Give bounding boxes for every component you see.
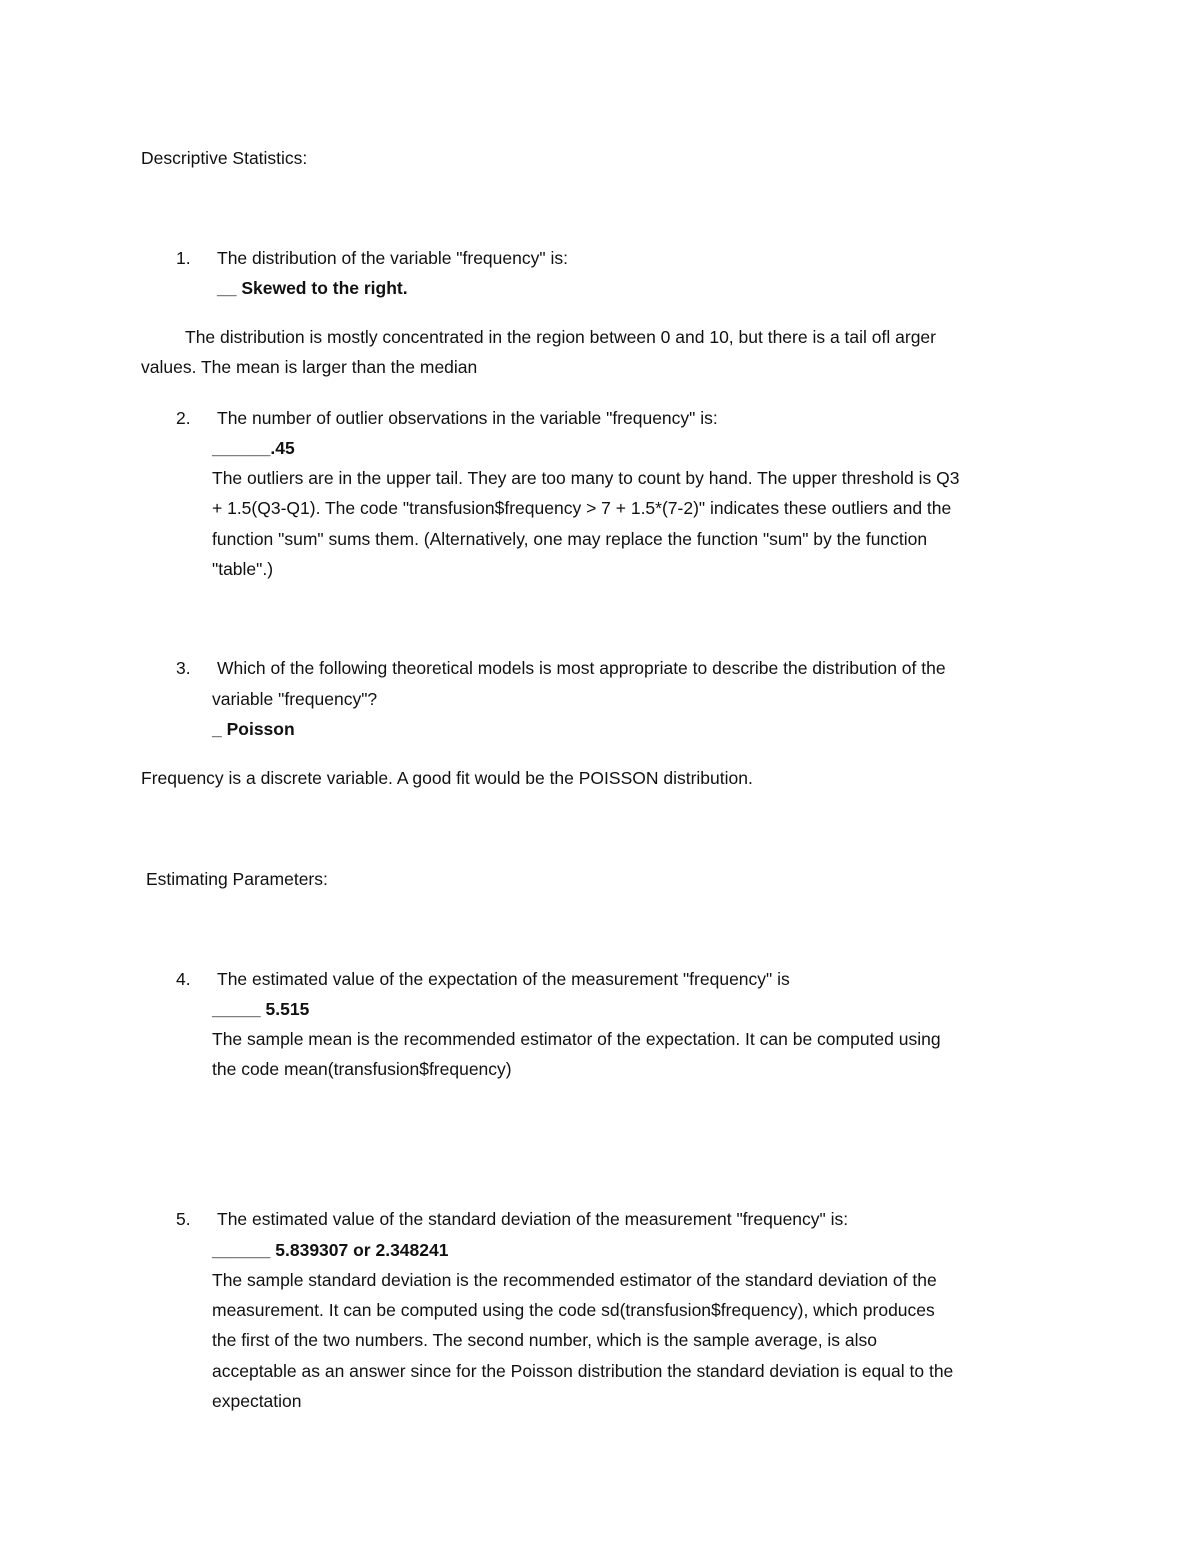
section-heading-descriptive-statistics: Descriptive Statistics:: [141, 148, 308, 168]
q3-answer: _ Poisson: [212, 719, 295, 739]
q2-explanation-line-2: + 1.5(Q3-Q1). The code "transfusion$frequency > 7 + 1.5*(7-2)" indicates these outliers and the: [212, 498, 952, 518]
q1-explanation-line-1: The distribution is mostly concentrated in the region between 0 and 10, but there is a tail ofl arger: [185, 327, 936, 347]
q1-answer: __ Skewed to the right.: [217, 278, 408, 298]
q5-explanation-line-2: measurement. It can be computed using the code sd(transfusion$frequency), which produces: [212, 1300, 935, 1320]
q1-question: The distribution of the variable "frequency" is:: [217, 248, 568, 268]
q2-number: 2.: [176, 408, 191, 428]
q3-question-line-2: variable "frequency"?: [212, 689, 378, 709]
q2-answer: ______.45: [212, 438, 295, 458]
q5-explanation-line-5: expectation: [212, 1391, 302, 1411]
q5-explanation-line-1: The sample standard deviation is the recommended estimator of the standard deviation of the: [212, 1270, 937, 1290]
q4-number: 4.: [176, 969, 191, 989]
q1-explanation-line-2: values. The mean is larger than the median: [141, 357, 478, 377]
q5-question: The estimated value of the standard deviation of the measurement "frequency" is:: [217, 1209, 849, 1229]
q5-answer: ______ 5.839307 or 2.348241: [212, 1240, 449, 1260]
q4-explanation-line-2: the code mean(transfusion$frequency): [212, 1059, 512, 1079]
section-heading-estimating-parameters: Estimating Parameters:: [146, 869, 328, 889]
q4-question: The estimated value of the expectation of the measurement "frequency" is: [217, 969, 790, 989]
q4-answer: _____ 5.515: [212, 999, 310, 1019]
q4-explanation-line-1: The sample mean is the recommended estimator of the expectation. It can be computed using: [212, 1029, 941, 1049]
q3-question-line-1: Which of the following theoretical models is most appropriate to describe the distribution of the: [217, 658, 946, 678]
q5-number: 5.: [176, 1209, 191, 1229]
q2-question: The number of outlier observations in the variable "frequency" is:: [217, 408, 718, 428]
q5-explanation-line-4: acceptable as an answer since for the Poisson distribution the standard deviation is equal to the: [212, 1361, 954, 1381]
q3-explanation: Frequency is a discrete variable. A good fit would be the POISSON distribution.: [141, 768, 753, 788]
q2-explanation-line-1: The outliers are in the upper tail. They are too many to count by hand. The upper threshold is Q3: [212, 468, 960, 488]
q2-explanation-line-4: "table".): [212, 559, 274, 579]
q5-explanation-line-3: the first of the two numbers. The second number, which is the sample average, is also: [212, 1330, 878, 1350]
q1-number: 1.: [176, 248, 191, 268]
q3-number: 3.: [176, 658, 191, 678]
q2-explanation-line-3: function "sum" sums them. (Alternatively, one may replace the function "sum" by the function: [212, 529, 928, 549]
